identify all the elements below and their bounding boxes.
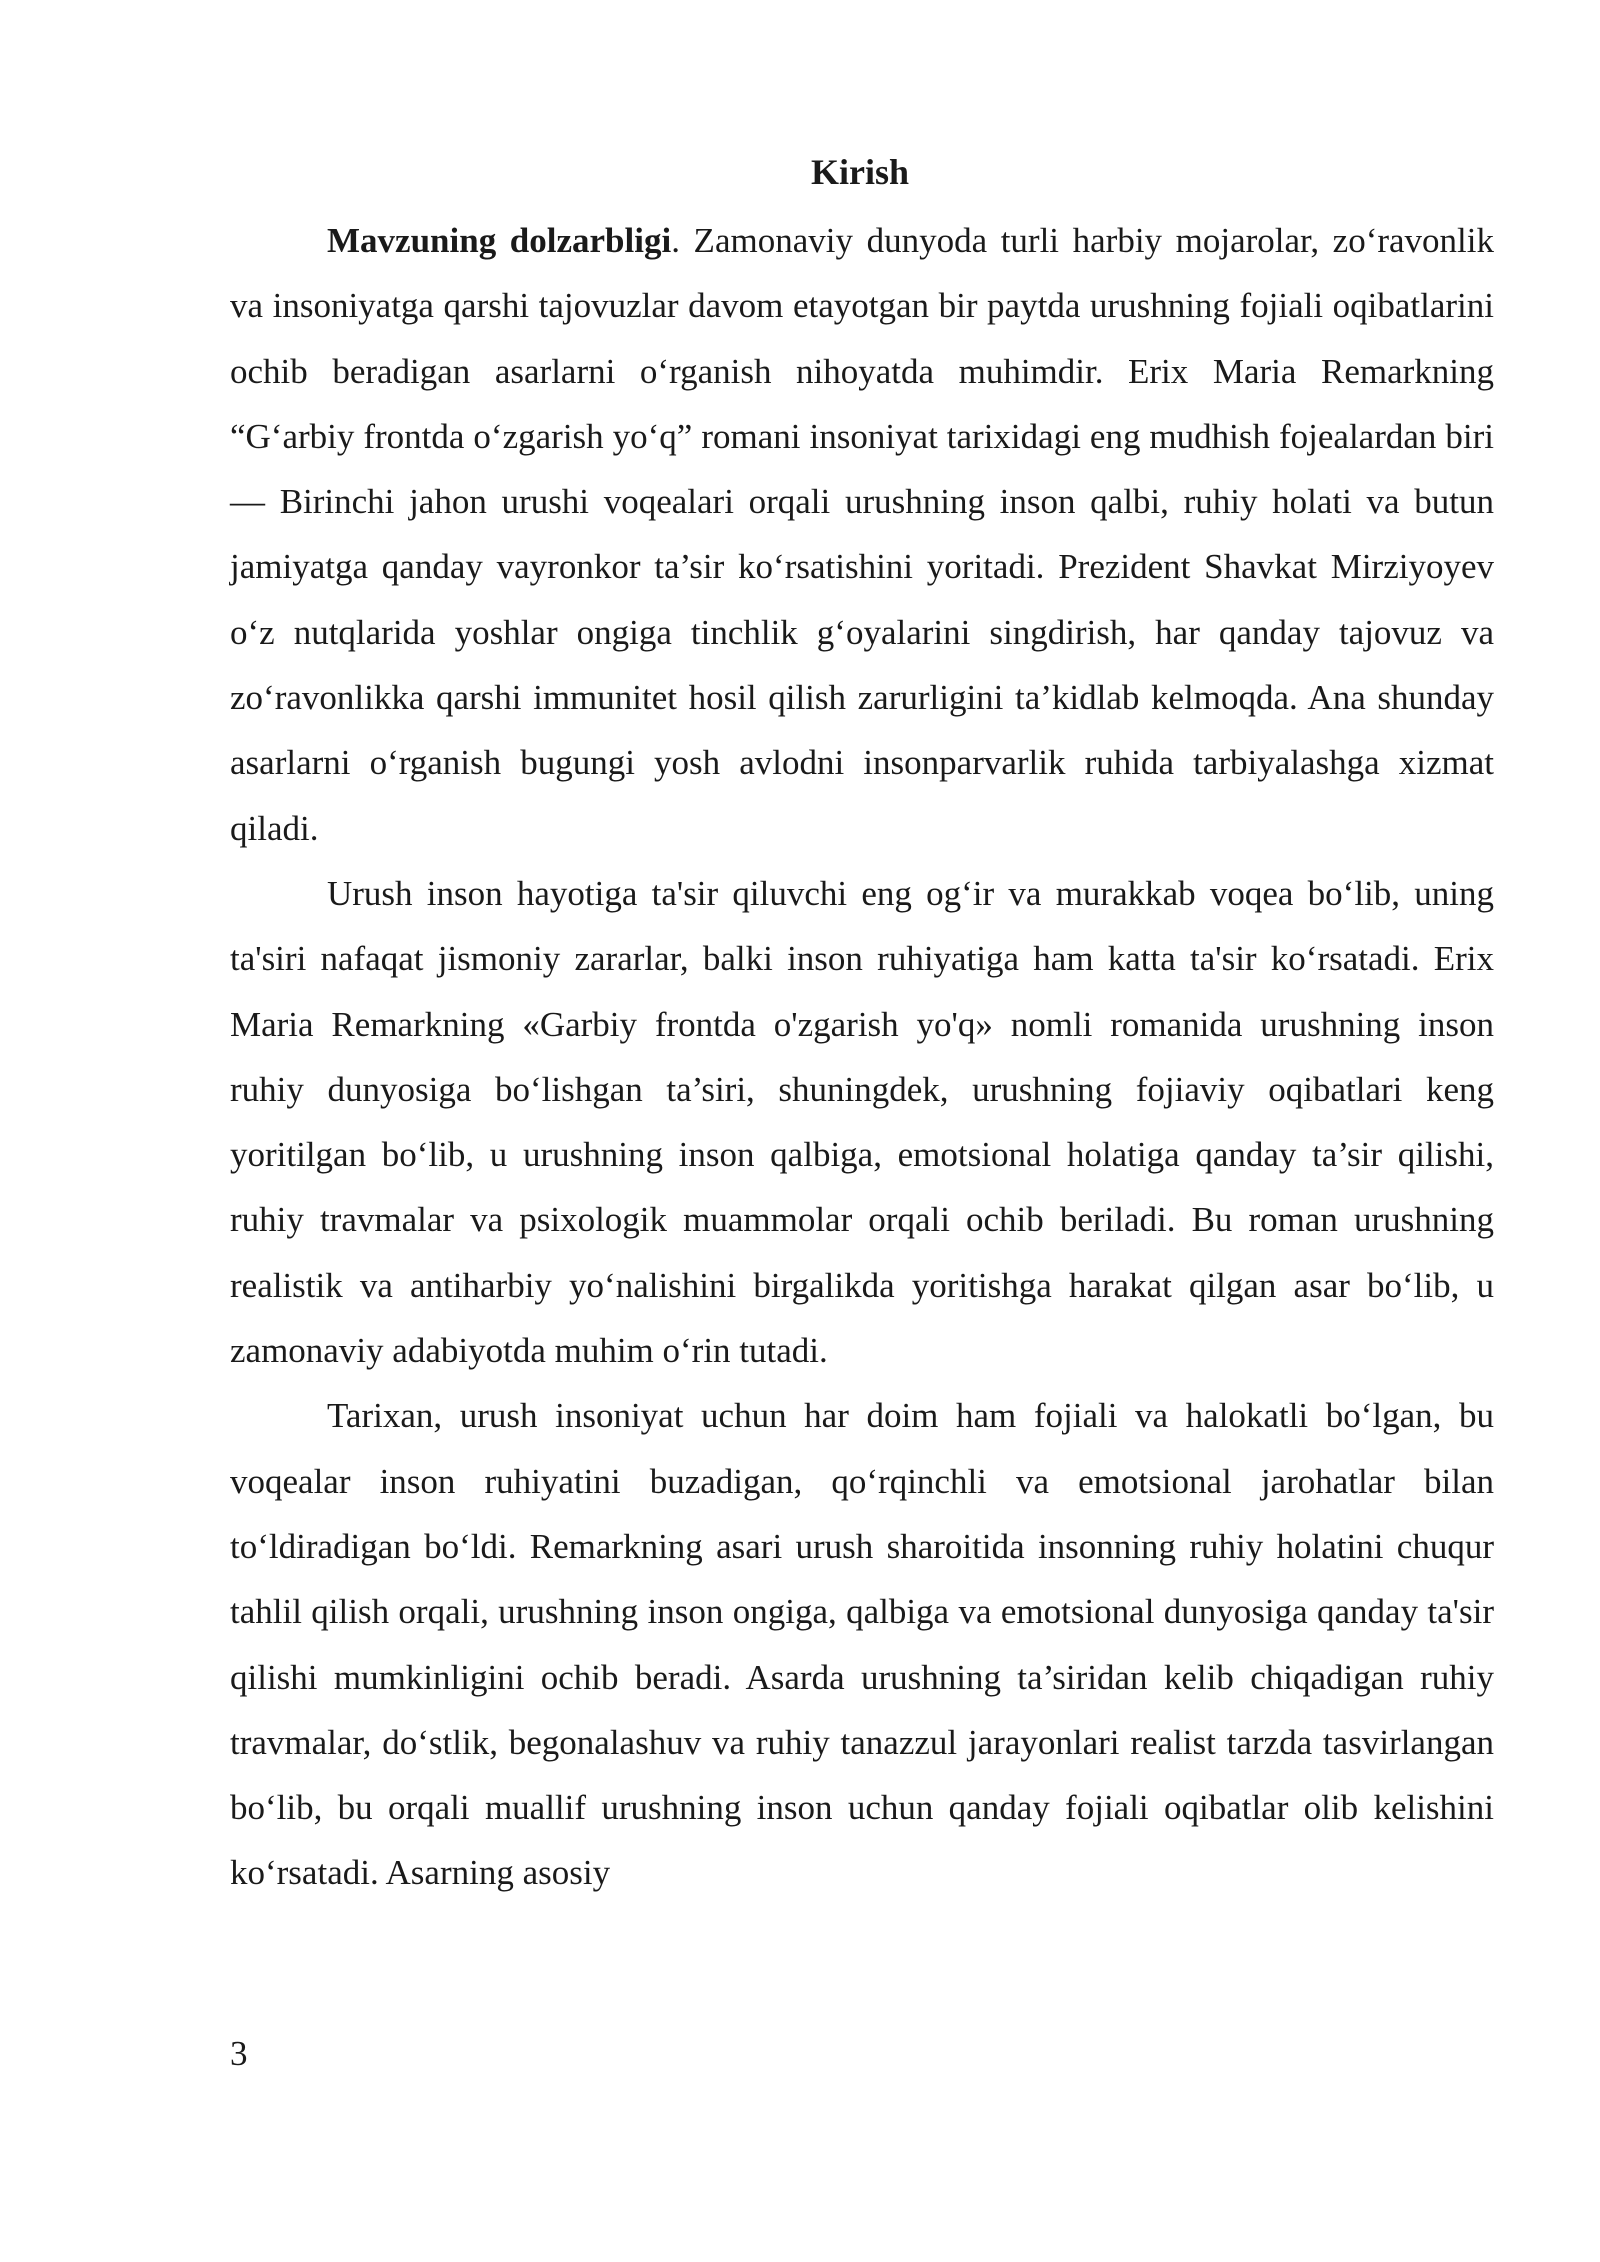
paragraph-history: Tarixan, urush insoniyat uchun har doim ham fojiali va halokatli bo‘lgan, bu voqealar inson ruhiyatini buzadigan, qo‘rqinchli va emotsional jarohatlar bilan to‘ldiradigan bo‘ldi. Remarkning asari urush sharoitida insonning ruhiy holatini chuqur tahlil qilish orqali, urushning inson ongiga, qalbiga va emotsional dunyosiga qanday ta'sir qilishi mumkinligini ochib beradi. Asarda urushning ta’siridan kelib chiqadigan ruhiy travmalar, do‘stlik, begonalashuv va ruhiy tanazzul jarayonlari realist tarzda tasvirlangan bo‘lib, bu orqali muallif urushning inson uchun qanday fojiali oqibatlar olib kelishini ko‘rsatadi. Asarning asosiy: [230, 1396, 1494, 1893]
paragraph-relevance: [230, 208, 1494, 861]
paragraph-war-impact: Urush inson hayotiga ta'sir qiluvchi eng og‘ir va murakkab voqea bo‘lib, uning ta'siri nafaqat jismoniy zararlar, balki inson ruhiyatiga ham katta ta'sir ko‘rsatadi. Erix Maria Remarkning «Garbiy frontda o'zgarish yo'q» nomli romanida urushning inson ruhiy dunyosiga bo‘lishgan ta’siri, shuningdek, urushning fojiaviy oqibatlari keng yoritilgan bo‘lib, u urushning inson qalbiga, emotsional holatiga qanday ta’sir qilishi, ruhiy travmalar va psixologik muammolar orqali ochib beriladi. Bu roman urushning realistik va antiharbiy yo‘nalishini birgalikda yoritishga harakat qilgan asar bo‘lib, u zamonaviy adabiyotda muhim o‘rin tutadi.: [230, 873, 1494, 1371]
page-heading: Kirish: [810, 152, 909, 192]
paragraph-lead: Mavzuning dolzarbligi: [327, 221, 672, 260]
paragraph-text: . Zamonaviy dunyoda turli harbiy mojarolar, zo‘ravonlik va insoniyatga qarshi tajovuzlar davom etayotgan bir paytda urushning fojiali oqibatlarini ochib beradigan asarlarni o‘rganish nihoyatda muhimdir. Erix Maria Remarkning “G‘arbiy frontda o‘zgarish yo‘q” romani insoniyat tarixidagi eng mudhish fojealardan biri — Birinchi jahon urushi voqealari orqali urushning inson qalbi, ruhiy holati va butun jamiyatga qanday vayronkor ta’sir ko‘rsatishini yoritadi. Prezident Shavkat Mirziyoyev o‘z nutqlarida yoshlar ongiga tinchlik g‘oyalarini singdirish, har qanday tajovuz va zo‘ravonlikka qarshi immunitet hosil qilish zarurligini ta’kidlab kelmoqda. Ana shunday asarlarni o‘rganish bugungi yosh avlodni insonparvarlik ruhida tarbiyalashga xizmat qiladi.: [230, 221, 1494, 848]
page-number: 3: [230, 2034, 248, 2073]
body-text: [230, 208, 1494, 1906]
